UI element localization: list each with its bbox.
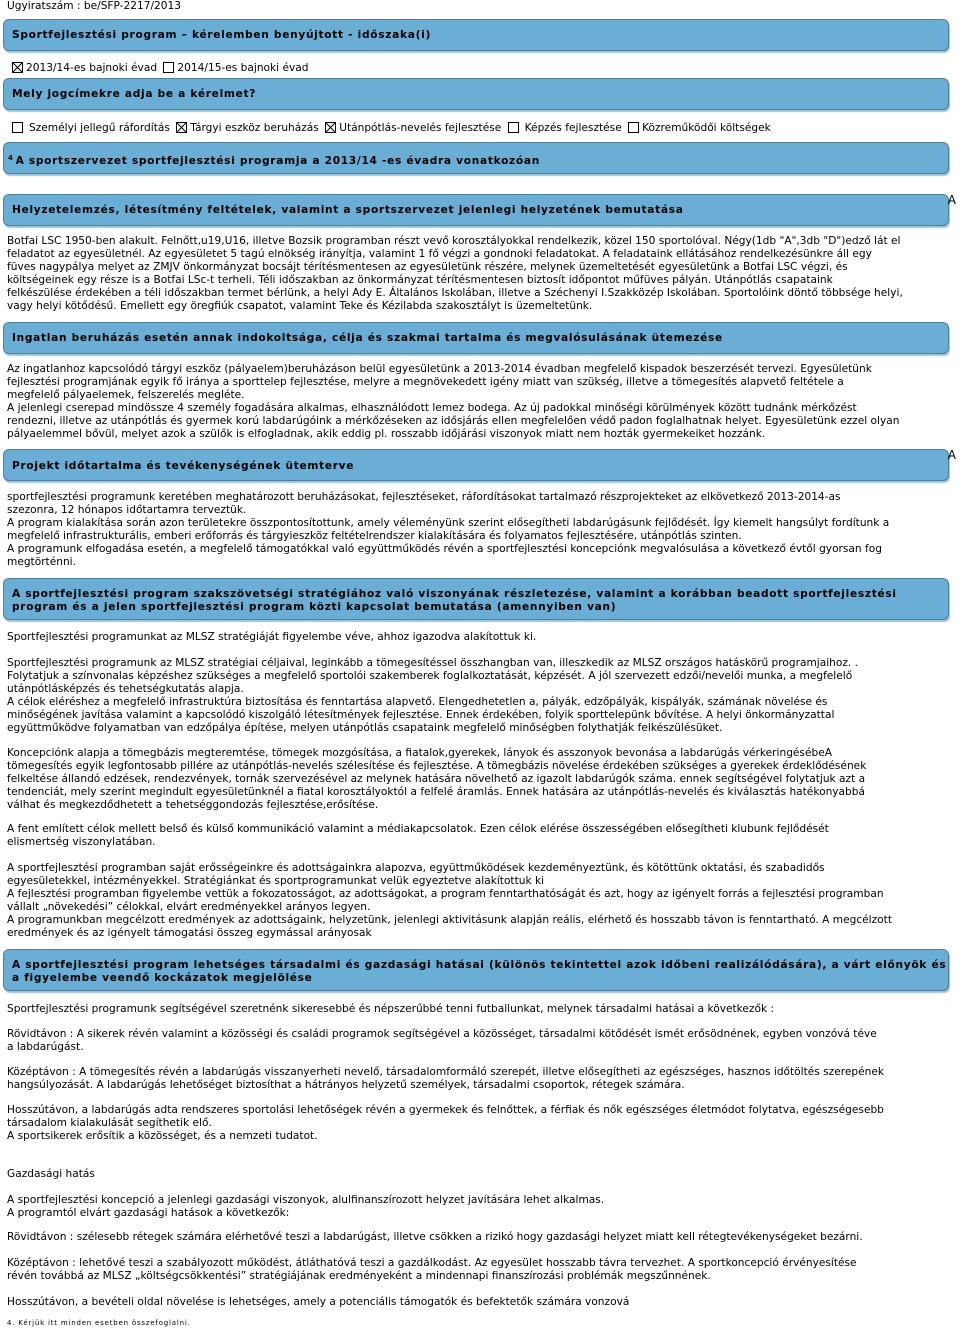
section-title-situation: Helyzetelemzés, létesítmény feltételek, valamint a sportszervezet jelenlegi helyzetének bemutatása: [12, 204, 684, 216]
section-bar-investment: [3, 322, 949, 354]
section-title-line: program és a jelen sportfejlesztési program közti kapcsolat bemutatása (amennyiben van): [12, 601, 617, 613]
text-line: szezonra, 12 hónapos időtartamra terveztük.: [7, 503, 247, 516]
category-label-intermediary: Közreműködői költségek: [642, 122, 771, 134]
impacts-short-term: [7, 1028, 953, 1054]
text-line: elismertség viszonylatában.: [7, 835, 156, 848]
section-bar-program: [3, 142, 949, 174]
season-checkbox-2013-14[interactable]: [12, 62, 23, 73]
season-label-2014-15: 2014/15-es bajnoki évad: [177, 62, 309, 74]
section-title-schedule: Projekt időtartalma és tevékenységének ütemterve: [12, 460, 355, 472]
text-line: tendenciát, mely szerint megindult egyesületünknél a fiatal korosztályoktól a felfelé áramlás. Ennek hatására az utánpótlás-nevelés és kiválasztás hatékonyabbá: [7, 785, 865, 798]
text-line: feladatot az egyesületnél. Az egyesületet 5 tagú elnökség irányítja, valamint 1 fő végzi a gondnoki feladatokat. A feladataink ellátásához rendelkezésünkre áll egy: [7, 247, 872, 260]
text-line: A célok eléréshez a megfelelő infrastruktúra biztosítása és fenntartása alapvető. Elengedhetetlen a, pályák, edzőpályák, kispályák, számának növelése és: [7, 695, 828, 708]
impacts-intro: [7, 1003, 953, 1016]
section-title-strategy: [12, 588, 940, 614]
schedule-text: [7, 491, 953, 568]
text-line: sportfejlesztési programunk keretében meghatározott beruházásokat, fejlesztéseket, ráfordításokat tartalmazó részprojekteket az elkövetkező 2013-2014-as: [7, 491, 841, 503]
season-label-2013-14: 2013/14-es bajnoki évad: [26, 62, 158, 74]
text-line: Folytatjuk a színvonalas képzéshez szükséges a megfelelő sportolói szakemberek foglalkoztatását, képzését. A jól szervezett edzői/nevelői munka, a megfelelő: [7, 669, 853, 682]
text-line: pályaelemmel bővül, melyet azok a szülők is elfogladnak, akik eddig pl. rosszabb időjárási viszonyok miatt nem hozták gyermekeiket hozzánk.: [7, 427, 766, 440]
category-options: [12, 122, 958, 135]
category-checkbox-training[interactable]: [508, 122, 519, 133]
strategy-text-2: [7, 657, 953, 734]
text-line: A fent említett célok mellett belső és külső kommunikáció valamint a médiakapcsolatok. Ezen célok elérése összességében elősegítheti klubunk fejlődését: [7, 823, 829, 835]
text-line: A program kialakítása során azon területekre összpontosítottunk, amely véleményünk szerint elősegítheti labdarúgásunk fejlődését. Így kiemelt hangsúlyt fordítunk a: [7, 516, 890, 529]
strategy-text-4: [7, 823, 953, 849]
section-title-impacts: [12, 959, 947, 985]
text-line: Középtávon : lehetővé teszi a szabályozott működést, átláthatóvá teszi a gazdálkodást. Az egyesület hosszabb távra tervezhet. A sportkoncepció érvényesítése: [7, 1257, 857, 1269]
text-line: minőségének javítása valamint a kapcsolódó kiszolgáló létesítmények fejlesztése. Ennek érdekében, folyik sporttelepünk bővítése. A helyi önkormányzattal: [7, 708, 835, 721]
text-line: Az ingatlanhoz kapcsolódó tárgyi eszköz (pályaelem)beruházáson belül egyesületünk a 2013-2014 évadban megfelelő kispadok beszerzését tervezi. Egyesületünk: [7, 363, 872, 375]
strategy-text-1: [7, 631, 953, 644]
a-mark-situation: A: [947, 193, 956, 207]
text-line: a labdarúgást.: [7, 1040, 84, 1053]
category-checkbox-youth[interactable]: [325, 122, 336, 133]
category-checkbox-personnel[interactable]: [12, 122, 23, 133]
text-line: Sportfejlesztési programunkat az MLSZ stratégiáját figyelembe véve, ahhoz igazodva alakítottuk ki.: [7, 631, 537, 643]
text-line: A sportfejlesztési koncepció a jelenlegi gazdasági viszonyok, alulfinanszírozott helyzet javítására lehet alkalmas.: [7, 1194, 605, 1206]
footnote-mark: 4: [8, 154, 14, 162]
strategy-text-3: [7, 747, 953, 812]
text-line: hangsúlyozását. A labdarúgás lehetőséget biztosíthat a hátrányos helyzetű személyek, társadalmi csoportok, rétegek számára.: [7, 1078, 685, 1091]
text-line: megtörténni.: [7, 555, 76, 568]
season-checkbox-2014-15[interactable]: [163, 62, 174, 73]
category-checkbox-equipment[interactable]: [176, 122, 187, 133]
text-line: megfelelő pályaelemek, felszerelés megléte.: [7, 388, 245, 401]
economic-mid-term: [7, 1257, 953, 1283]
section-bar-categories: [3, 78, 949, 110]
text-line: A sportfejlesztési programban saját erősségeinkre és adottságainkra alapozva, együttműködések kezdeményeztünk, és kötöttünk oktatási, és szabadidős: [7, 862, 825, 874]
section-title-investment: Ingatlan beruházás esetén annak indokoltsága, célja és szakmai tartalma és megvalósulásának ütemezése: [12, 332, 723, 344]
text-line: A jelenlegi cserepad mindössze 4 személy fogadására alkalmas, elhasználódott lemez bodega. Az új padokkal minőségi körülmények között tudnánk mérkőzést: [7, 401, 857, 414]
text-line: felkészülése érdekében a téli időszakban termet bérlünk, a helyi Ady E. Általános Iskolában, illetve a Széchenyi I.Szakközép Iskolában. Sportolóink döntő többsége helyi,: [7, 286, 903, 299]
section-title-line: a figyelembe veendő kockázatok megjelölése: [12, 972, 313, 984]
text-line: A programtól elvárt gazdasági hatások a következők:: [7, 1206, 290, 1219]
impacts-mid-term: [7, 1066, 953, 1092]
economic-short-term: [7, 1231, 953, 1244]
text-line: tömegesítés egyik legfontosabb pillére az utánpótlás-nevelés szélesítése és fejlesztése. A tömegbázis növelése érdekében szükséges a gyerekek érdeklődésének: [7, 759, 867, 772]
category-label-equipment: Tárgyi eszköz beruházás: [190, 122, 319, 134]
text-line: társadalom kialakulását segíthetik elő.: [7, 1116, 212, 1129]
economic-long-term: [7, 1296, 953, 1309]
text-line: Sportfejlesztési programunk segítségével szeretnénk sikeresebbé és népszerűbbé tenni futballunkat, melynek társadalmi hatásai a következők :: [7, 1003, 775, 1015]
section-title-program: [8, 152, 940, 168]
section-title-line: A sportfejlesztési program lehetséges társadalmi és gazdasági hatásai (különös tekintettel azok időbeni realizálódására), a várt előnyök és: [12, 959, 947, 971]
investment-text: [7, 363, 953, 440]
economic-impact-intro: [7, 1194, 953, 1220]
footnote: 4. Kérjük itt minden esetben összefoglalni.: [7, 1319, 191, 1327]
section-title-period: Sportfejlesztési program – kérelemben benyújtott - időszaka(i): [12, 29, 431, 41]
category-label-training: Képzés fejlesztése: [524, 122, 622, 134]
text-line: megfelelő infrastrukturális, emberi erőforrás és tárgyieszköz feltételrendszer kialakítására és folyamatos fejlesztésére, utánpótlás szinten.: [7, 529, 742, 542]
section-title-line: A sportfejlesztési program szakszövetségi stratégiához való viszonyának részletezése, valamint a korábban beadott sportfejlesztési: [12, 588, 897, 600]
file-number: Ügyiratszám : be/SFP-2217/2013: [7, 0, 181, 12]
impacts-long-term: [7, 1104, 953, 1143]
text-line: Középtávon : A tömegesítés révén a labdarúgás visszanyerheti nevelő, társadalomformáló szerepét, illetve elősegítheti az egészséges, hasznos időtöltés szerepének: [7, 1066, 885, 1078]
situation-text: [7, 235, 953, 312]
text-line: felkeltése állandó edzések, rendezvények, tornák szervezésével az melynek hatására növelhető az igazolt labdarúgók száma. ennek segítségével folytatjuk azt a: [7, 772, 866, 785]
section-bar-strategy: [3, 578, 949, 620]
section-title-program-text: A sportszervezet sportfejlesztési programja a 2013/14 -es évadra vonatkozóan: [15, 155, 540, 167]
category-label-youth: Utánpótlás-nevelés fejlesztése: [339, 122, 502, 134]
text-line: A fejlesztési programban figyelembe vettük a fokozatosságot, az adottságokat, a program fenntarthatóságát és azt, hogy az igényelt forrás a fejlesztési programban: [7, 887, 884, 900]
text-line: együttműködve folyamatban van edzőpálya építése, melyen utánpótlás csapataink megfelelő minőségben folythatják felkészülésüket.: [7, 721, 723, 734]
section-bar-impacts: [3, 949, 949, 991]
section-bar-schedule: [3, 449, 949, 481]
text-line: eredmények és az igényelt támogatási összeg egymással arányosak: [7, 926, 372, 939]
section-title-categories: Mely jogcímekre adja be a kérelmet?: [12, 88, 257, 100]
text-line: révén továbbá az MLSZ „költségcsökkentési” stratégiájának eredményeként a mindennapi finanszírozási problémák megszűnnének.: [7, 1269, 711, 1282]
a-mark-schedule: A: [947, 448, 956, 462]
section-bar-situation: [3, 194, 949, 226]
text-line: Botfai LSC 1950-ben alakult. Felnőtt,u19,U16, illetve Bozsik programban részt vevő korosztályokkal rendelkezik, közel 150 sportolóval. Négy(1db "A",3db "D")edző lát el: [7, 235, 901, 247]
text-line: füves nagypálya melyet az ZMJV önkormányzat bocsájt térítésmentesen az egyesületünk részére, melynek üzemeltetését egyesületünk a Botfai LSC végzi, és: [7, 260, 848, 273]
text-line: válhat és megkezdődhetett a tehetséggondozás fejlesztése,erősítése.: [7, 798, 379, 811]
text-line: Hosszútávon, a labdarúgás adta rendszeres sportolási lehetőségek révén a gyermekek és felnőttek, a férfiak és nők egészséges életmódot folytatva, egészségesebb: [7, 1104, 884, 1116]
text-line: Rövidtávon : A sikerek révén valamint a közösségi és családi programok segítségével a közösséget, társadalmi kötődését ismét erősödnének, egyben vonzóvá téve: [7, 1028, 877, 1040]
season-options: [12, 62, 958, 75]
strategy-text-5: [7, 862, 953, 939]
text-line: vagy helyi kötődésű. Emellett egy öregfiúk csapatot, valamint Teke és Kézilabda szakosztályt is üzemeltetünk.: [7, 299, 593, 312]
text-line: Rövidtávon : szélesebb rétegek számára elérhetővé teszi a labdarúgást, illetve csökken a rizikó hogy gazdasági helyzet miatt kell rétegtevékenységeket bezárni.: [7, 1231, 863, 1243]
text-line: A programunkban megcélzott eredmények az adottságaink, helyzetünk, jelenlegi aktivitásunk alapján reális, elérhető és hosszabb távon is fenntartható. A megcélzott: [7, 913, 892, 926]
text-line: költségeinek egy része is a Botfai LSc-t terheli. Téli időszakban az önkormányzat térítésmentesen biztosít időpontot műfüves pályán. Utánpótlás csapataink: [7, 273, 833, 286]
text-line: A programunk elfogadása esetén, a megfelelő támogatókkal való együttműködés révén a sportfejlesztési koncepciónk megvalósulása a következő évtől gyorsan fog: [7, 542, 882, 555]
text-line: fejlesztési programjának egyik fő iránya a sporttelep fejlesztése, melyre a megnövekedett igény miatt van szükség, illetve a tömegesítés alapvető feltétele a: [7, 375, 844, 388]
category-label-personnel: Személyi jellegű ráfordítás: [29, 122, 170, 134]
economic-impact-heading: [7, 1168, 953, 1181]
text-line: Gazdasági hatás: [7, 1168, 95, 1180]
text-line: Sportfejlesztési programunk az MLSZ stratégiai céljaival, leginkább a tömegesítéssel összhangban van, illeszkedik az MLSZ országos hatáskörű programjaihoz. .: [7, 657, 858, 669]
text-line: Hosszútávon, a bevételi oldal növelése is lehetséges, amely a potenciális támogatók és befektetők számára vonzová: [7, 1296, 630, 1308]
text-line: rendezni, illetve az utánpótlás és gyermek korú labdarúgóink a mérkőzéseken az idősjárás ellen megfelelően védő padon foglalhatnak helyet. Egyesületünk ezzel olyan: [7, 414, 900, 427]
text-line: vállalt „növekedési” célokkal, elvárt eredményekkel arányos legyen.: [7, 900, 371, 913]
text-line: utánpótlásképzés és tehetségkutatás alapja.: [7, 682, 244, 695]
category-checkbox-intermediary[interactable]: [628, 122, 639, 133]
text-line: Koncepciónk alapja a tömegbázis megteremtése, tömegek mozgósítása, a fiatalok,gyerekek, lányok és asszonyok bevonása a labdarúgás vérkeringésébeA: [7, 747, 832, 759]
text-line: A sportsikerek erősítik a közösséget, és a nemzeti tudatot.: [7, 1129, 318, 1142]
text-line: egyesületekkel, intézményekkel. Stratégiánkat és sportprogramunkat velük egyeztetve alakítottuk ki: [7, 874, 545, 887]
section-bar-period: [3, 19, 949, 51]
